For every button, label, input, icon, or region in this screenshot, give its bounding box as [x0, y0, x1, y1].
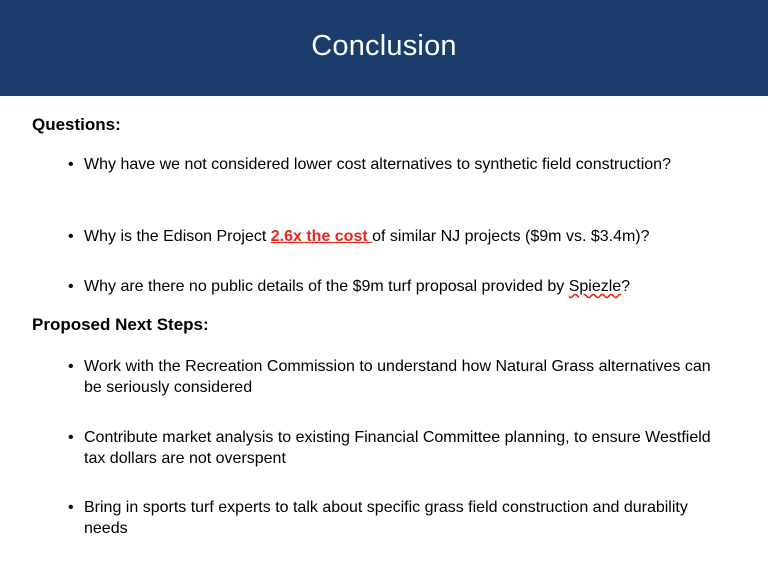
questions-heading: Questions:	[32, 115, 121, 134]
slide-title: Conclusion	[311, 29, 457, 62]
bullet-icon: •	[68, 156, 74, 173]
bullet-icon: •	[68, 358, 74, 375]
next-steps-heading: Proposed Next Steps:	[32, 315, 209, 334]
cost-highlight: 2.6x the cost	[270, 228, 373, 245]
next-step-item	[68, 356, 728, 398]
question-text: Why have we not considered lower cost alternatives to synthetic field construction?	[84, 156, 671, 173]
bullet-icon: •	[68, 278, 74, 295]
question-text-end: of similar NJ projects ($9m vs. $3.4m)?	[372, 228, 650, 245]
question-text-end: ?	[621, 278, 631, 295]
next-step-text: Bring in sports turf experts to talk about specific grass field construction and durability needs	[84, 499, 688, 537]
question-text	[68, 276, 728, 297]
question-item	[68, 276, 728, 297]
bullet-icon: •	[68, 228, 74, 245]
next-step-text: Contribute market analysis to existing Financial Committee planning, to ensure Westfield tax dollars are not overspent	[84, 429, 711, 467]
next-step-item	[68, 427, 728, 469]
question-item	[68, 226, 728, 247]
question-text-start: Why is the Edison Project	[84, 228, 271, 245]
next-step-item	[68, 497, 728, 539]
question-text	[68, 226, 728, 247]
next-step-text: Work with the Recreation Commission to understand how Natural Grass alternatives can be seriously considered	[84, 358, 711, 396]
question-item	[68, 154, 728, 175]
question-text-start: Why are there no public details of the $9m turf proposal provided by	[84, 278, 569, 295]
bullet-icon: •	[68, 429, 74, 446]
bullet-icon: •	[68, 499, 74, 516]
spellcheck-word: Spiezle	[568, 278, 622, 295]
slide-header	[0, 0, 768, 96]
